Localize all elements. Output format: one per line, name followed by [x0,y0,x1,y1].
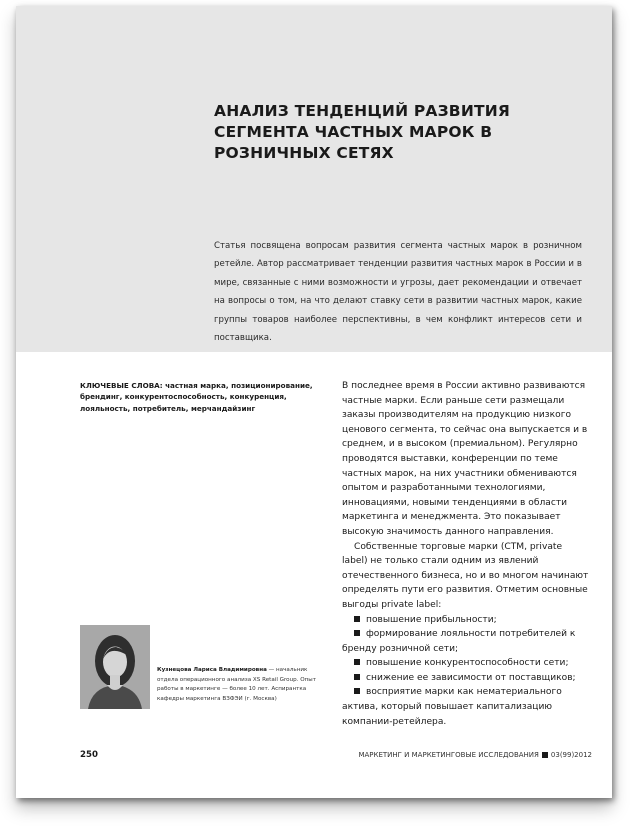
article-title: АНАЛИЗ ТЕНДЕНЦИЙ РАЗВИТИЯ СЕГМЕНТА ЧАСТНЫХ МАРОК В РОЗНИЧНЫХ СЕТЯХ [214,102,511,162]
page-number: 250 [80,750,98,760]
journal-footer [358,751,592,759]
author-name: Кузнецова Лариса Владимировна [157,667,267,673]
keywords-label: КЛЮЧЕВЫЕ СЛОВА: [80,381,163,390]
square-bullet-icon [354,688,360,694]
benefits-list [342,613,590,730]
article-abstract: Статья посвящена вопросам развития сегмента частных марок в розничном ретейле. Автор рассматривает тенденции развития частных марок в России и в мире, связанные с ними возможности и угрозы, дает рекомендации и отвечает на вопросы о том, на что делают ставку сети в развитии частных марок, какие группы товаров наиболее перспективны, в чем конфликт интересов сети и поставщика. [214,241,582,344]
portrait-icon [80,625,150,709]
author-bio: — начальник отдела операционного анализа XS Retail Group. Опыт работы в маркетинге — более 10 лет. Аспирантка кафедры маркетинга ВЗФЭИ (г. Москва) [157,667,316,702]
list-item: повышение конкурентоспособности сети; [342,656,590,671]
journal-issue: 03(99)2012 [550,751,592,759]
journal-page [16,6,612,798]
author-photo [80,625,150,709]
square-bullet-icon [354,659,360,665]
square-separator-icon [542,752,548,758]
square-bullet-icon [354,674,360,680]
journal-name: МАРКЕТИНГ И МАРКЕТИНГОВЫЕ ИССЛЕДОВАНИЯ [358,751,539,759]
author-info [157,666,322,704]
body-paragraph-1: В последнее время в России активно развиваются частные марки. Если раньше сети размещали заказы производителям на продукцию низкого ценового сегмента, то сейчас она выпускается и в среднем, и в высоком (премиальном). Регулярно проводятся выставки, конференции по теме частных марок, на них участники обмениваются опытом и разработанными технологиями, инновациями, новыми тенденциями в области маркетинга и менеджмента. Это показывает высокую значимость данного направления. [342,381,588,537]
square-bullet-icon [354,616,360,622]
list-item: снижение ее зависимости от поставщиков; [342,671,590,686]
keywords-text: частная марка, позиционирование, брендинг, конкурентоспособность, конкуренция, лояльность, потребитель, мерчандайзинг [80,381,313,413]
list-item: повышение прибыльности; [342,613,590,628]
list-item: восприятие марки как нематериального актива, который повышает капитализацию компании-ретейлера. [342,687,562,727]
keywords-block [80,380,330,414]
square-bullet-icon [354,630,360,636]
article-body [342,379,590,729]
list-item: формирование лояльности потребителей к бренду розничной сети; [342,629,576,654]
body-paragraph-2: Собственные торговые марки (СТМ, private label) не только стали одним из явлений отечественного бизнеса, но и во многом начинают определять пути его развития. Отметим основные выгоды private label: [342,541,589,610]
